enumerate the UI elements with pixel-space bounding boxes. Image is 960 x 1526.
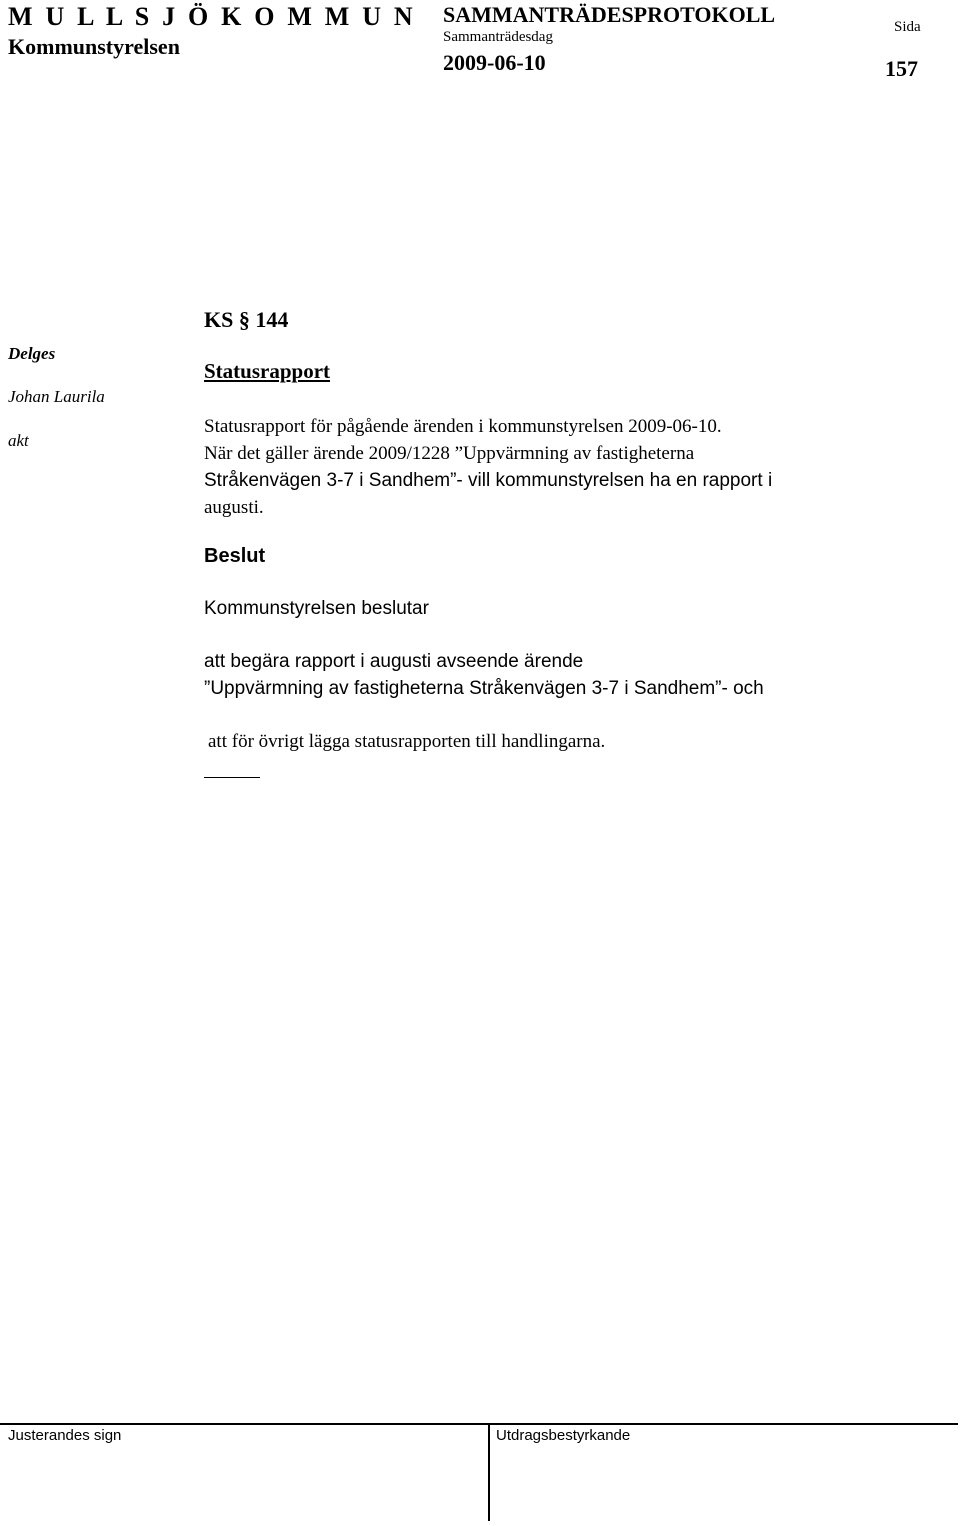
footer-column-divider xyxy=(488,1423,490,1521)
meeting-date: 2009-06-10 xyxy=(443,50,546,75)
decision-item: att begära rapport i augusti avseende ärende xyxy=(204,651,584,672)
department-name: Kommunstyrelsen xyxy=(8,34,180,59)
page-label: Sida xyxy=(894,19,921,35)
decision-heading: Beslut xyxy=(204,545,266,567)
decision-item: ”Uppvärmning av fastigheterna Stråkenvägen 3-7 i Sandhem”- och xyxy=(204,678,764,699)
municipality-name: M U L L S J Ö K O M M U N xyxy=(8,2,416,31)
document-type: SAMMANTRÄDESPROTOKOLL xyxy=(443,2,776,27)
distribution-recipient: akt xyxy=(8,431,29,450)
paragraph-number: KS § 144 xyxy=(204,307,289,332)
body-line: När det gäller ärende 2009/1228 ”Uppvärmning av fastigheterna xyxy=(204,443,695,464)
page-number: 157 xyxy=(885,56,918,81)
body-line: augusti. xyxy=(204,497,264,518)
section-heading: Statusrapport xyxy=(204,359,331,383)
signature-label: Justerandes sign xyxy=(8,1427,122,1444)
end-rule xyxy=(204,777,260,778)
decision-intro: Kommunstyrelsen beslutar xyxy=(204,598,429,619)
distribution-label: Delges xyxy=(8,344,56,363)
body-text xyxy=(204,413,844,521)
body-line: Statusrapport för pågående ärenden i kommunstyrelsen 2009-06-10. xyxy=(204,416,722,437)
certification-label: Utdragsbestyrkande xyxy=(496,1427,631,1444)
meeting-date-label: Sammanträdesdag xyxy=(443,29,553,45)
body-line: Stråkenvägen 3-7 i Sandhem”- vill kommunstyrelsen ha en rapport i xyxy=(204,470,773,491)
footer-divider xyxy=(0,1423,958,1425)
decision-item: att för övrigt lägga statusrapporten till handlingarna. xyxy=(208,731,606,752)
distribution-recipient: Johan Laurila xyxy=(8,387,105,406)
